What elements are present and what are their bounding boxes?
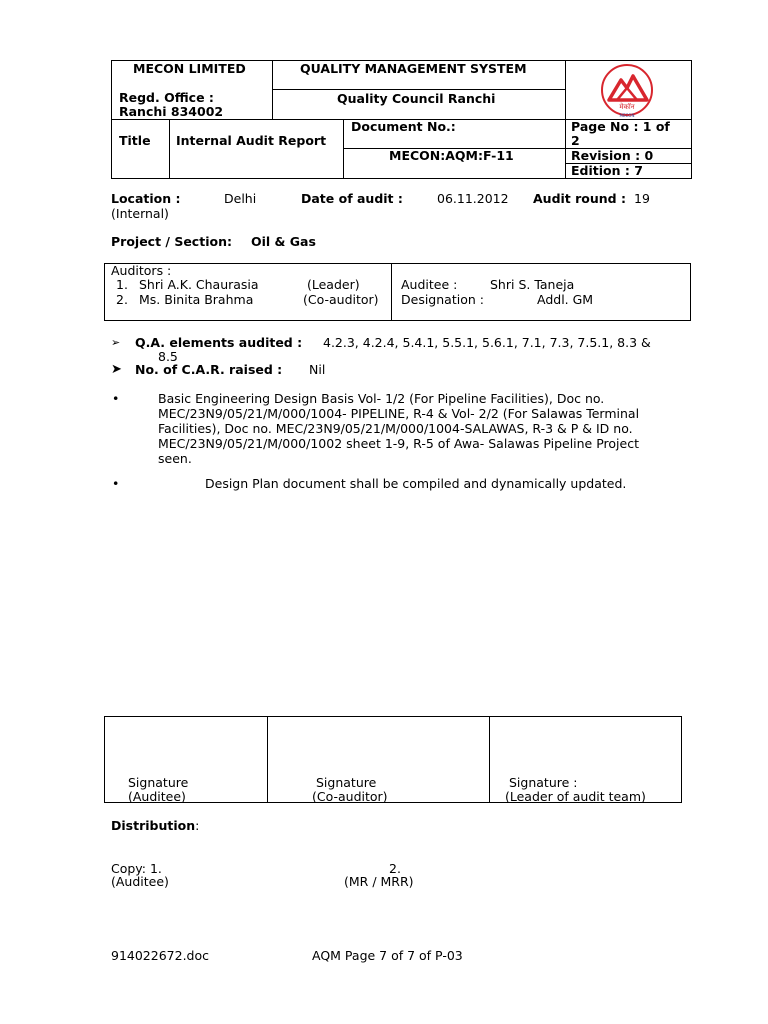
qa-elements-value: 4.2.3, 4.2.4, 5.4.1, 5.5.1, 5.6.1, 7.1, 7.3, 7.5.1, 8.3 &	[323, 335, 651, 350]
council-name: Quality Council Ranchi	[337, 91, 496, 106]
location-sub: (Internal)	[111, 206, 169, 221]
footer-filename: 914022672.doc	[111, 948, 210, 963]
date-value: 06.11.2012	[437, 191, 509, 206]
page-no-total: 2	[571, 133, 580, 148]
auditor-2-name: Ms. Binita Brahma	[139, 292, 254, 307]
project-value: Oil & Gas	[251, 234, 316, 249]
footer-page-ref: AQM Page 7 of 7 of P-03	[312, 948, 463, 963]
mecon-logo	[597, 62, 659, 119]
audit-round-value: 19	[634, 191, 650, 206]
copy-1-label: Copy: 1.	[111, 861, 162, 876]
title-label: Title	[119, 133, 151, 148]
auditor-2-num: 2.	[116, 292, 128, 307]
auditor-2-role: (Co-auditor)	[303, 292, 379, 307]
auditor-1-num: 1.	[116, 277, 128, 292]
date-label: Date of audit :	[301, 191, 403, 206]
company-name: MECON LIMITED	[133, 61, 246, 76]
observation-2: Design Plan document shall be compiled and dynamically updated.	[205, 476, 627, 491]
signature-coauditor-label: Signature	[316, 775, 377, 790]
designation-label: Designation :	[401, 292, 484, 307]
qa-elements-label: Q.A. elements audited :	[135, 335, 303, 350]
regd-office-label: Regd. Office :	[119, 90, 214, 105]
auditee-value: Shri S. Taneja	[490, 277, 575, 292]
signature-coauditor-role: (Co-auditor)	[312, 789, 388, 804]
bullet-icon: •	[112, 476, 120, 491]
document-no-value: MECON:AQM:F-11	[389, 148, 514, 163]
audit-round-label: Audit round :	[533, 191, 626, 206]
revision: Revision : 0	[571, 148, 654, 163]
project-label: Project / Section:	[111, 234, 232, 249]
title-value: Internal Audit Report	[176, 133, 327, 148]
document-no-label: Document No.:	[351, 119, 456, 134]
observation-1: Basic Engineering Design Basis Vol- 1/2 (For Pipeline Facilities), Doc no. MEC/23N9/05/21/M/000/1004- PIPELINE, R-4 & Vol- 2/2 (For Salawas Terminal Facilities), Doc no. MEC/23N9/05/21/M/000/1004-SALAWAS, R-3 & P & ID no. MEC/23N9/05/21/M/000/1002 sheet 1-9, R-5 of Awa- Salawas Pipeline Project seen.	[158, 391, 640, 466]
svg-text:MECON: MECON	[619, 113, 635, 118]
auditor-1-role: (Leader)	[307, 277, 360, 292]
regd-office-city: Ranchi 834002	[119, 104, 224, 119]
system-title: QUALITY MANAGEMENT SYSTEM	[300, 61, 527, 76]
distribution-label: Distribution:	[111, 818, 200, 833]
page-no: Page No : 1 of	[571, 119, 670, 134]
arrow-bullet-icon: ➤	[111, 362, 122, 377]
signature-leader-label: Signature :	[509, 775, 578, 790]
signature-leader-role: (Leader of audit team)	[505, 789, 646, 804]
auditee-label: Auditee :	[401, 277, 458, 292]
arrow-bullet-icon: ➢	[111, 336, 121, 349]
copy-1-role: (Auditee)	[111, 874, 169, 889]
signature-auditee-label: Signature	[128, 775, 189, 790]
designation-value: Addl. GM	[537, 292, 594, 307]
qa-elements-value-cont: 8.5	[158, 349, 178, 364]
edition: Edition : 7	[571, 163, 643, 178]
car-label: No. of C.A.R. raised :	[135, 362, 283, 377]
location-value: Delhi	[224, 191, 257, 206]
location-label: Location :	[111, 191, 181, 206]
signature-auditee-role: (Auditee)	[128, 789, 186, 804]
svg-text:मेकॉन: मेकॉन	[619, 103, 635, 111]
copy-2-num: 2.	[389, 861, 401, 876]
auditors-heading: Auditors :	[111, 263, 172, 278]
car-value: Nil	[309, 362, 326, 377]
bullet-icon: •	[112, 391, 120, 406]
copy-2-role: (MR / MRR)	[344, 874, 414, 889]
auditor-1-name: Shri A.K. Chaurasia	[139, 277, 259, 292]
